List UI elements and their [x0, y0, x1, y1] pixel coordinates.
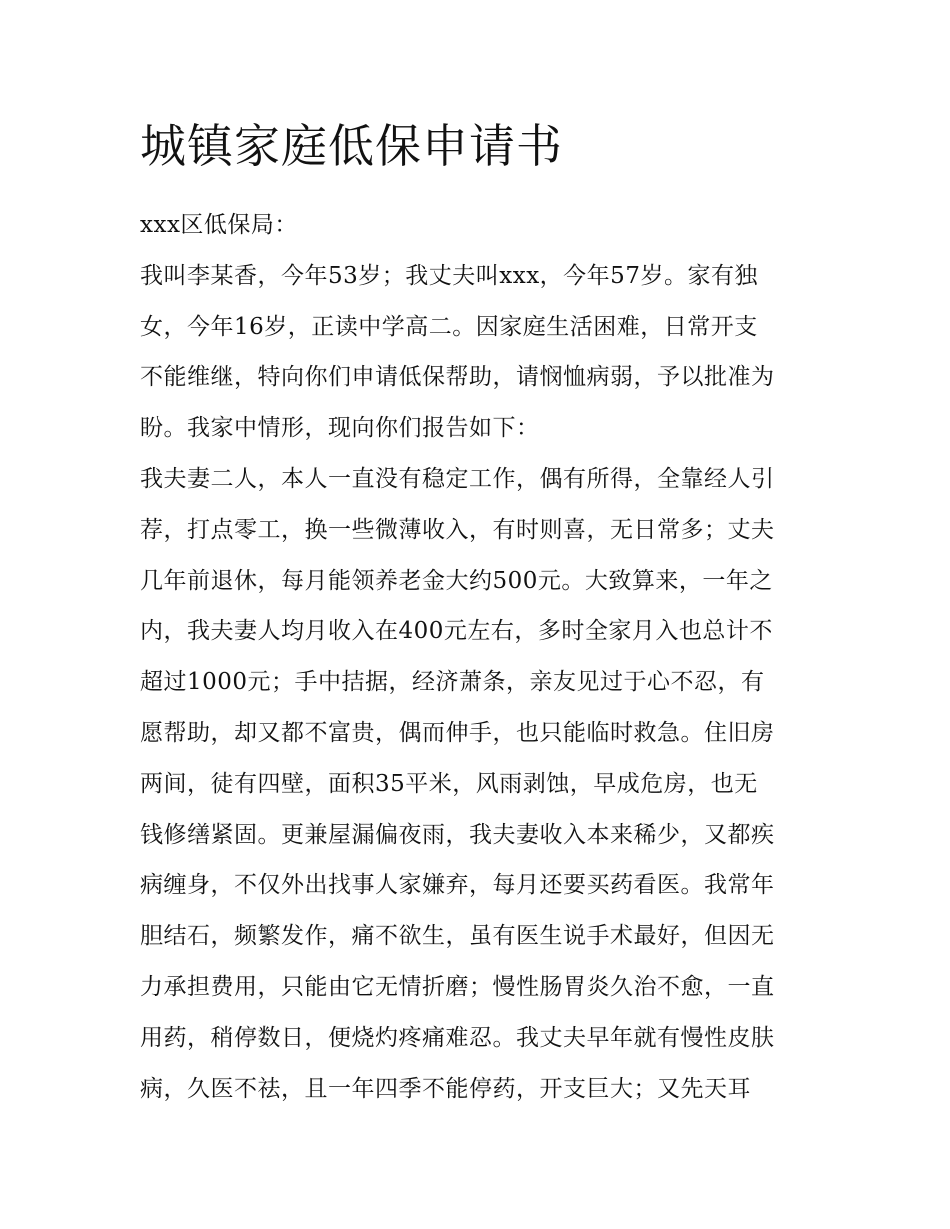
paragraph-line: 盼。我家中情形，现向你们报告如下： — [140, 415, 540, 442]
paragraph-line: 女，今年16岁，正读中学高二。因家庭生活困难，日常开支 — [140, 313, 758, 340]
paragraph-line: 我夫妻二人，本人一直没有稳定工作，偶有所得，全靠经人引 — [140, 465, 775, 492]
paragraph-line: 病，久医不祛，且一年四季不能停药，开支巨大；又先天耳 — [140, 1075, 751, 1102]
salutation-line: xxx区低保局： — [140, 212, 298, 238]
paragraph-line: 不能维继，特向你们申请低保帮助，请悯恤病弱，予以批准为 — [140, 364, 775, 391]
paragraph-line: 用药，稍停数日，便烧灼疼痛难忍。我丈夫早年就有慢性皮肤 — [140, 1024, 775, 1051]
paragraph-line: 力承担费用，只能由它无情折磨；慢性肠胃炎久治不愈，一直 — [140, 973, 775, 1000]
paragraph-line: 病缠身，不仅外出找事人家嫌弃，每月还要买药看医。我常年 — [140, 872, 775, 899]
paragraph-line: 荐，打点零工，换一些微薄收入，有时则喜，无日常多；丈夫 — [140, 516, 775, 543]
document-body — [140, 200, 820, 1114]
paragraph-line: 胆结石，频繁发作，痛不欲生，虽有医生说手术最好，但因无 — [140, 923, 775, 950]
paragraph-line: 超过1000元；手中拮据，经济萧条，亲友见过于心不忍，有 — [140, 669, 765, 696]
document-title: 城镇家庭低保申请书 — [140, 119, 563, 173]
paragraph-line: 两间，徒有四壁，面积35平米，风雨剥蚀，早成危房，也无 — [140, 770, 758, 797]
paragraph-line: 愿帮助，却又都不富贵，偶而伸手，也只能临时救急。住旧房 — [140, 719, 775, 746]
paragraph-line: 钱修缮紧固。更兼屋漏偏夜雨，我夫妻收入本来稀少，又都疾 — [140, 821, 775, 848]
paragraph-line: 内，我夫妻人均月收入在400元左右，多时全家月入也总计不 — [140, 618, 773, 645]
paragraph-line: 几年前退休，每月能领养老金大约500元。大致算来，一年之 — [140, 567, 773, 594]
paragraph-line: 我叫李某香，今年53岁；我丈夫叫xxx，今年57岁。家有独 — [140, 262, 758, 289]
